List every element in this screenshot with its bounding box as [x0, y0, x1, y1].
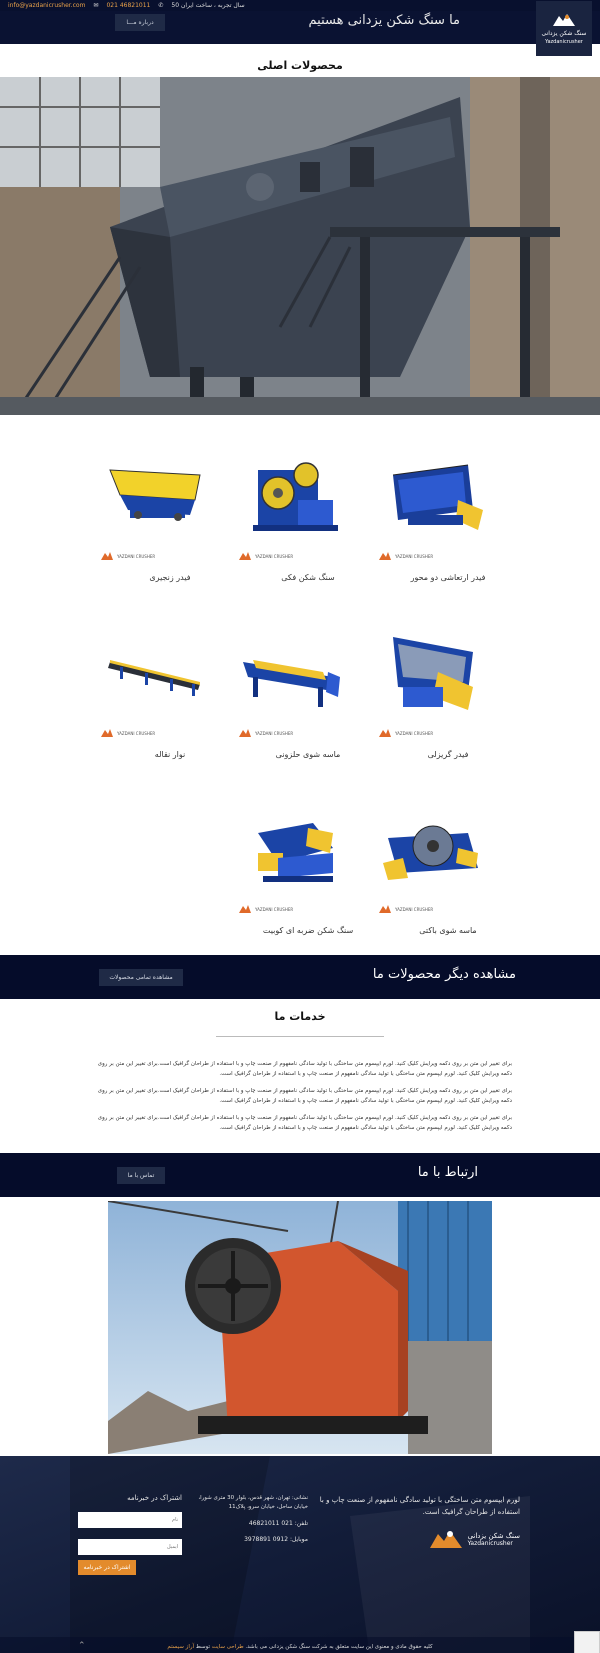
product-image: [378, 808, 518, 903]
brand-logo-icon: [378, 728, 392, 738]
logo-text-fa: سنگ شکن یزدانی: [541, 30, 587, 37]
copyright-by: توسط: [195, 1644, 210, 1650]
header-title: ما سنگ شکن یزدانی هستیم: [308, 13, 460, 28]
newsletter-title: اشتراک در خبرنامه: [127, 1494, 182, 1502]
other-products-title: مشاهده دیگر محصولات ما: [372, 967, 516, 982]
copyright-link-design[interactable]: طراحی سایت: [211, 1644, 244, 1650]
services-divider: [216, 1036, 384, 1037]
product-card[interactable]: [100, 632, 240, 782]
product-image: [238, 455, 378, 550]
newsletter-form: [78, 1494, 182, 1575]
product-card[interactable]: [238, 632, 378, 782]
brand-logo-icon: [238, 728, 252, 738]
view-all-products-button[interactable]: مشاهده تمامی محصولات: [99, 969, 183, 986]
header: [0, 11, 600, 44]
phone-link[interactable]: 021 46821011: [106, 2, 151, 9]
product-brand: YAZDANI CRUSHER: [100, 728, 155, 738]
product-brand: YAZDANI CRUSHER: [238, 551, 293, 561]
contact-title: ارتباط با ما: [417, 1165, 478, 1180]
brand-logo-icon: [238, 551, 252, 561]
product-card[interactable]: [378, 632, 518, 782]
product-card[interactable]: [378, 808, 518, 958]
product-image: [378, 632, 518, 727]
recaptcha-badge[interactable]: [574, 1631, 600, 1653]
phone-icon: ✆: [158, 2, 164, 9]
footer: [0, 1456, 600, 1653]
products-title: محصولات اصلی: [257, 59, 343, 72]
footer-logo-text-fa: سنگ شکن یزدانی: [467, 1531, 520, 1540]
about-button[interactable]: درباره مـــا: [115, 14, 165, 31]
brand-logo-icon: [100, 728, 114, 738]
product-brand: YAZDANI CRUSHER: [238, 904, 293, 914]
services-title: خدمات ما: [274, 1010, 326, 1023]
product-card[interactable]: [378, 455, 518, 605]
scroll-top-icon[interactable]: ⌃: [78, 1641, 86, 1651]
tagline: 50 سال تجربه ، ساخت ایران: [171, 2, 245, 9]
copyright-bar: [0, 1637, 600, 1653]
jaw-crusher-photo: [108, 1201, 492, 1454]
product-title[interactable]: ماسه شوی حلزونی: [275, 750, 341, 759]
brand-logo-icon: [100, 551, 114, 561]
mail-icon: ✉: [93, 2, 99, 9]
product-title[interactable]: فیدر ارتعاشی دو محور: [410, 573, 486, 582]
logo-text-en: Yazdanicrusher: [545, 39, 583, 45]
other-products-band: [0, 955, 600, 999]
product-title[interactable]: ماسه شوی باکتی: [419, 926, 477, 935]
products-grid: [0, 415, 600, 955]
footer-logo[interactable]: [428, 1528, 520, 1550]
product-title[interactable]: فیدر زنجیری: [149, 573, 191, 582]
email-link[interactable]: info@yazdanicrusher.com: [8, 2, 86, 9]
product-card[interactable]: [238, 808, 378, 958]
product-card[interactable]: [238, 455, 378, 605]
product-brand: YAZDANI CRUSHER: [378, 904, 433, 914]
site-logo[interactable]: [536, 1, 592, 56]
brand-logo-icon: [378, 551, 392, 561]
product-title[interactable]: فیدر گریزلی: [427, 750, 469, 759]
copyright-text: کلیه حقوق مادی و معنوی این سایت متعلق به شرکت سنگ شکن یزدانی می باشد.: [245, 1644, 433, 1650]
logo-mark-icon: [551, 12, 577, 28]
services-paragraph: برای تغییر این متن بر روی دکمه ویرایش کلیک کنید. لورم ایپسوم متن ساختگی با تولید سادگی نامفهوم از صنعت چاپ و با استفاده از طراحان گرافیک است.برای تغییر این متن بر روی دکمه ویرایش کلیک کنید. لورم ایپسوم متن ساختگی با تولید سادگی نامفهوم از صنعت چاپ و با استفاده از طراحان گرافیک است.: [97, 1088, 512, 1104]
jaw-crusher-image: [108, 1201, 492, 1454]
newsletter-email-input[interactable]: [78, 1539, 182, 1555]
product-title[interactable]: نوار نقاله: [154, 750, 186, 759]
hero-screen-machine-image: [0, 77, 600, 415]
newsletter-name-input[interactable]: [78, 1512, 182, 1528]
product-image: [238, 808, 378, 903]
footer-logo-mark-icon: [428, 1528, 464, 1550]
services-section: [0, 999, 600, 1153]
product-brand: YAZDANI CRUSHER: [378, 728, 433, 738]
contact-button[interactable]: تماس با ما: [117, 1167, 165, 1184]
contact-band: [0, 1153, 600, 1197]
product-title[interactable]: سنگ شکن فکی: [281, 573, 335, 582]
footer-about-text: لورم ایپسوم متن ساختگی با تولید سادگی نامفهوم از صنعت چاپ و با استفاده از طراحان گرافیک است.: [319, 1496, 520, 1516]
services-paragraph: برای تغییر این متن بر روی دکمه ویرایش کلیک کنید. لورم ایپسوم متن ساختگی با تولید سادگی نامفهوم از صنعت چاپ و با استفاده از طراحان گرافیک است.برای تغییر این متن بر روی دکمه ویرایش کلیک کنید. لورم ایپسوم متن ساختگی با تولید سادگی نامفهوم از صنعت چاپ و با استفاده از طراحان گرافیک است.: [97, 1115, 512, 1131]
services-paragraph: برای تغییر این متن بر روی دکمه ویرایش کلیک کنید. لورم ایپسوم متن ساختگی با تولید سادگی نامفهوم از صنعت چاپ و با استفاده از طراحان گرافیک است.برای تغییر این متن بر روی دکمه ویرایش کلیک کنید. لورم ایپسوم متن ساختگی با تولید سادگی نامفهوم از صنعت چاپ و با استفاده از طراحان گرافیک است.: [97, 1061, 512, 1077]
newsletter-subscribe-button[interactable]: اشتراک در خبرنامه: [78, 1560, 136, 1575]
product-image: [378, 455, 518, 550]
product-card[interactable]: [100, 455, 240, 605]
product-brand: YAZDANI CRUSHER: [378, 551, 433, 561]
top-bar: [0, 0, 600, 11]
copyright-link-company[interactable]: آراز سیستم: [167, 1644, 195, 1650]
footer-mobile[interactable]: موبایل: 0912 3978891: [244, 1536, 308, 1543]
product-image: [100, 632, 240, 727]
footer-phone[interactable]: تلفن: 021 46821011: [248, 1520, 308, 1527]
footer-address: نشانی: تهران، شهر قدس، بلوار 30 متری شورا، خیابان ساحل، خیابان سرو، پلاک11: [198, 1495, 308, 1510]
product-image: [100, 455, 240, 550]
brand-logo-icon: [378, 904, 392, 914]
product-brand: YAZDANI CRUSHER: [100, 551, 155, 561]
product-title[interactable]: سنگ شکن ضربه ای کوبیت: [262, 926, 354, 935]
product-brand: YAZDANI CRUSHER: [238, 728, 293, 738]
product-image: [238, 632, 378, 727]
crusher-photo-section: [0, 1197, 600, 1456]
brand-logo-icon: [238, 904, 252, 914]
hero-image: [0, 77, 600, 415]
footer-logo-text-en: Yazdanicrusher: [467, 1539, 513, 1547]
